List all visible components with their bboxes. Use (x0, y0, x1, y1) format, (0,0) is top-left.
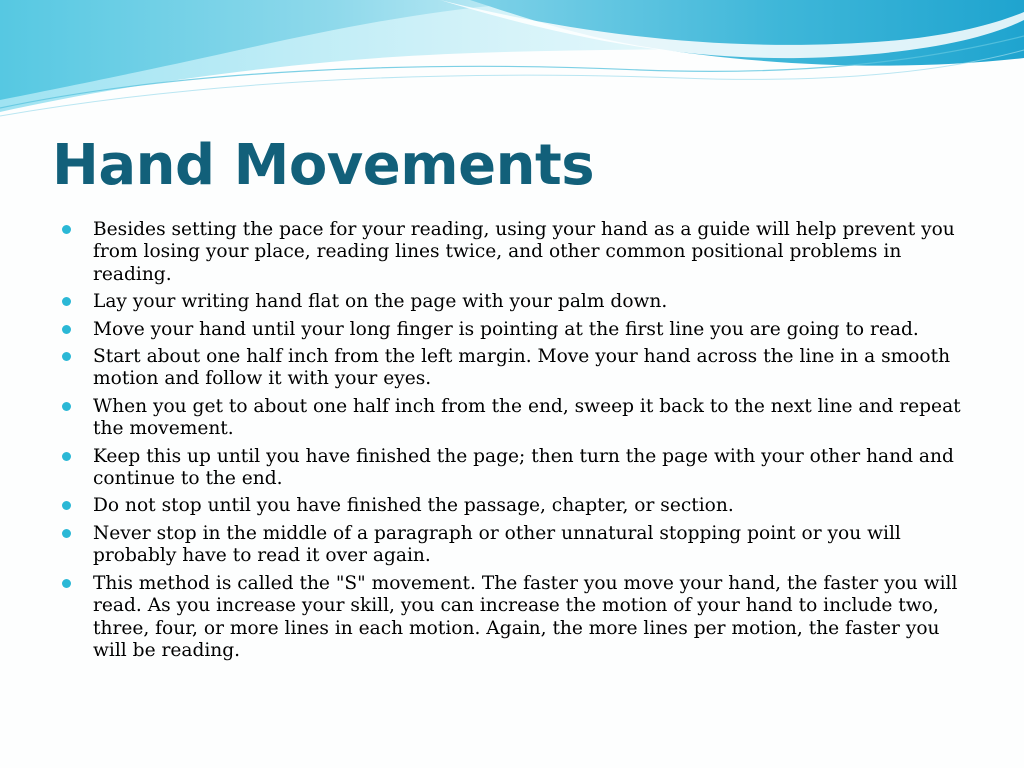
bullet-dot-icon (62, 579, 71, 588)
bullet-item (62, 446, 967, 491)
bullet-item (62, 346, 967, 391)
header-wave-decoration (0, 0, 1024, 130)
bullet-item (62, 523, 967, 568)
bullet-dot-icon (62, 325, 71, 334)
bullet-item (62, 495, 967, 517)
bullet-item (62, 291, 967, 313)
bullet-text: Lay your writing hand flat on the page with your palm down. (93, 291, 668, 313)
bullet-dot-icon (62, 501, 71, 510)
bullet-text: Move your hand until your long finger is pointing at the first line you are going to read. (93, 318, 919, 340)
bullet-text: Start about one half inch from the left margin. Move your hand across the line in a smooth motion and follow it with your eyes. (93, 346, 951, 390)
bullet-text: Besides setting the pace for your reading, using your hand as a guide will help prevent you from losing your place, reading lines twice, and other common positional problems in reading. (93, 219, 955, 285)
bullet-dot-icon (62, 352, 71, 361)
bullet-text: Keep this up until you have finished the page; then turn the page with your other hand and continue to the end. (93, 445, 954, 490)
slide-title: Hand Movements (52, 133, 595, 198)
bullet-item (62, 219, 967, 286)
bullet-list (62, 219, 967, 667)
bullet-dot-icon (62, 452, 71, 461)
bullet-text: Do not stop until you have finished the passage, chapter, or section. (93, 495, 734, 517)
bullet-text: When you get to about one half inch from the end, sweep it back to the next line and repeat the movement. (93, 395, 961, 440)
bullet-text: Never stop in the middle of a paragraph or other unnatural stopping point or you will probably have to read it over again. (93, 522, 901, 567)
bullet-dot-icon (62, 297, 71, 306)
bullet-item (62, 319, 967, 341)
bullet-dot-icon (62, 225, 71, 234)
bullet-item (62, 396, 967, 441)
bullet-text: This method is called the "S" movement. The faster you move your hand, the faster you will read. As you increase your skill, you can increase the motion of your hand to include two, three, four, or more lines in each motion. Again, the more lines per motion, the faster you will be reading. (93, 572, 958, 661)
bullet-dot-icon (62, 402, 71, 411)
bullet-dot-icon (62, 529, 71, 538)
bullet-item (62, 573, 967, 663)
